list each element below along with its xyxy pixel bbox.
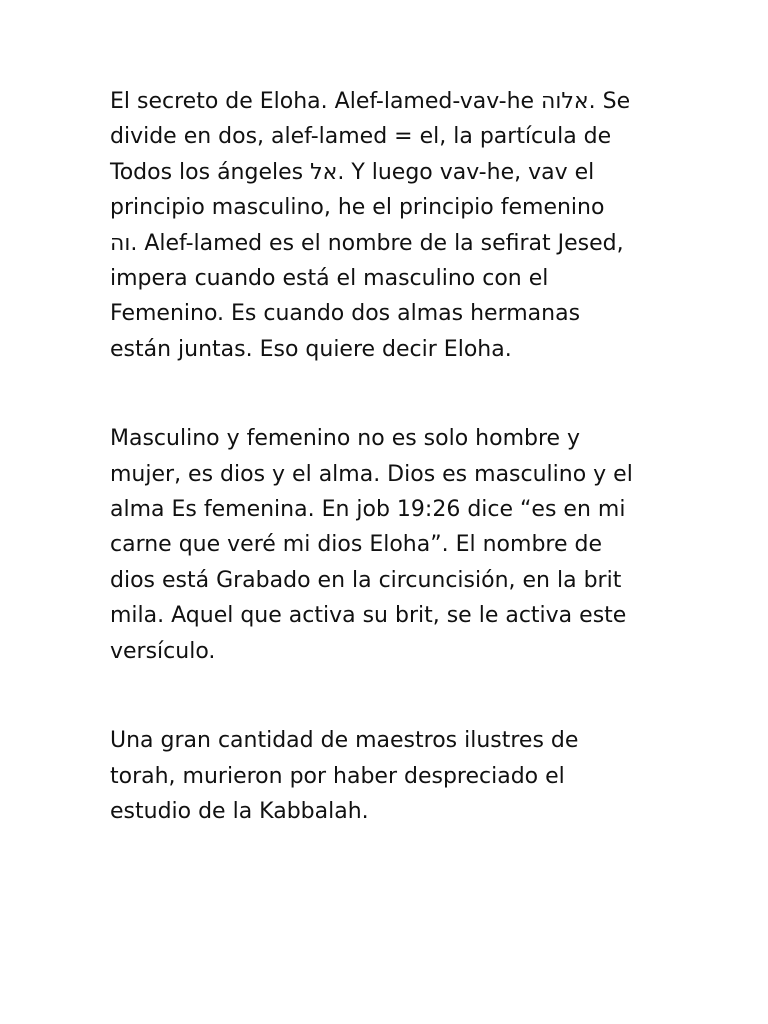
text-line: Femenino. Es cuando dos almas hermanas — [110, 301, 581, 327]
text-line: alma Es femenina. En job 19:26 dice “es en mi — [110, 497, 626, 523]
text-line: versículo. — [110, 638, 216, 664]
text-line: Una gran cantidad de maestros ilustres de — [110, 728, 579, 754]
text-line: dios está Grabado en la circuncisión, en la brit — [110, 567, 622, 593]
text-line: torah, murieron por haber despreciado el — [110, 763, 565, 789]
text-line: estudio de la Kabbalah. — [110, 798, 369, 824]
paragraph-masculine-feminine — [110, 421, 670, 669]
text-line: Todos los ángeles אל. Y luego vav-he, vav el — [110, 159, 595, 185]
text-line: principio masculino, he el principio femenino — [110, 195, 605, 221]
text-line: impera cuando está el masculino con el — [110, 266, 549, 292]
text-line: divide en dos, alef-lamed = el, la partícula de — [110, 124, 612, 150]
text-line: mila. Aquel que activa su brit, se le activa este — [110, 603, 627, 629]
text-line: están juntas. Eso quiere decir Eloha. — [110, 336, 512, 362]
text-line: carne que veré mi dios Eloha”. El nombre de — [110, 532, 602, 558]
text-line: mujer, es dios y el alma. Dios es masculino y el — [110, 461, 633, 487]
document-body — [110, 84, 670, 829]
paragraph-torah-masters — [110, 723, 670, 829]
paragraph-eloha-secret — [110, 84, 670, 367]
text-line: Masculino y femenino no es solo hombre y — [110, 426, 581, 452]
text-line: וה. Alef-lamed es el nombre de la sefirat Jesed, — [110, 230, 624, 256]
text-line: El secreto de Eloha. Alef-lamed-vav-he אלוה. Se — [110, 89, 631, 114]
